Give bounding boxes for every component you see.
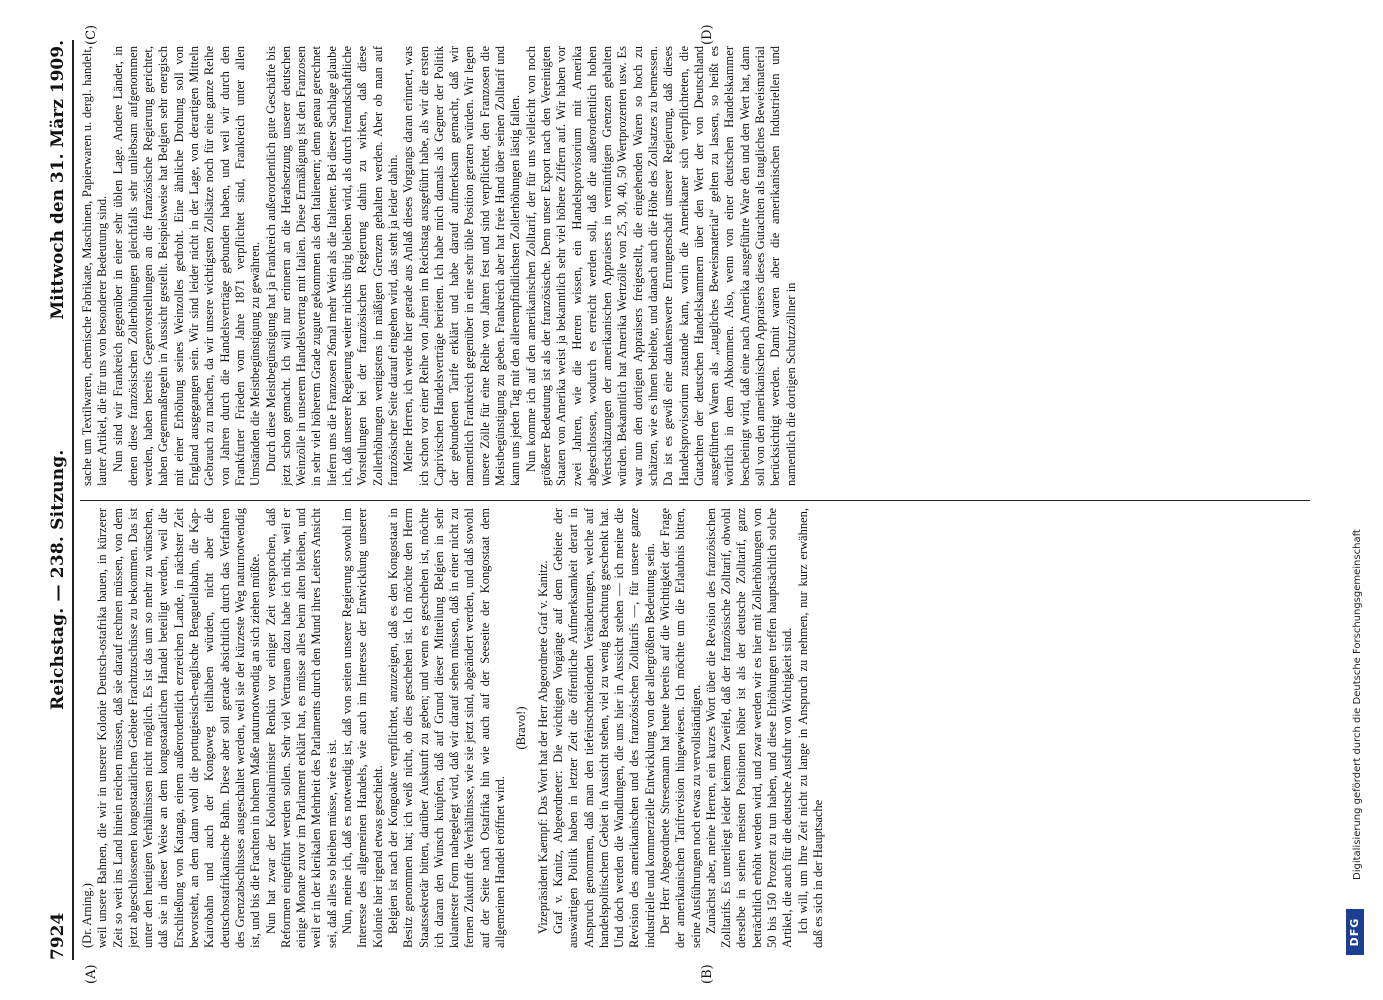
column-divider: [80, 500, 1310, 501]
margin-marker-b: (B): [700, 964, 715, 984]
speaker-reference: (Dr. Arning.): [80, 883, 94, 948]
paragraph: Nun, meine ich, daß es notwendig ist, daß von seiten unserer Regierung sowohl im Interesse des allgemeinen Handels, wie auch im Interesse der Entwicklung unserer Kolonie hier irgend etwas geschieht.: [340, 508, 385, 948]
left-column: [80, 508, 1310, 948]
paragraph: sache um Textilwaren, chemische Fabrikate, Maschinen, Papierwaren u. dergl. handelt, lauter Artikel, die für uns von besonderer Bedeutung sind.: [80, 46, 110, 486]
margin-marker-c: (C): [84, 24, 99, 45]
margin-marker-a: (A): [84, 964, 99, 984]
page-header: [48, 40, 70, 960]
paragraph: Durch diese Meistbegünstigung hat ja Frankreich außerordentlich gute Geschäfte bis jetzt schon gemacht. Ich will nur erinnern an die Herabsetzung unserer deutschen Weinzölle in unserem Handelsvertrag mit Italien. Diese Ermäßigung ist den Franzosen in sehr viel höherem Grade zugute gekommen als den Italienern; denn genau gerechnet liefern uns die Franzosen 26mal mehr Wein als die Italiener. Bei dieser Sachlage glaube ich, daß unserer Regierung weiter nichts übrig bleiben wird, als durch freundschaftliche Vorstellungen bei der französischen Regierung dahin zu wirken, daß diese Zollerhöhungen wenigstens in mäßigen Grenzen gehalten werden. Aber ob man auf französischer Seite darauf eingehen wird, das steht ja leider dahin.: [263, 46, 400, 486]
paragraph: Meine Herren, ich werde hier gerade aus Anlaß dieses Vorgangs daran erinnert, was ich schon vor einer Reihe von Jahren im Reichstag ausgeführt habe, als wir die ersten Caprivischen Handelsverträge berieten. Ich habe mich damals als Gegner der Politik der gebundenen Tarife erklärt und habe darauf aufmerksam gemacht, daß wir namentlich Frankreich gegenüber in eine sehr üble Position geraten würden. Wir legen unsere Zölle für eine Reihe von Jahren fest und sind verpflichtet, den Franzosen die Meistbegünstigung zu geben. Frankreich aber hat freie Hand über seinen Zolltarif und kann uns jeden Tag mit den allerempfindlichsten Zollerhöhungen lästig fallen.: [401, 46, 523, 486]
margin-marker-d: (D): [700, 24, 715, 45]
paragraph: Nun hat zwar der Kolonialminister Renkin vor einiger Zeit versprochen, daß Reformen eingeführt werden sollen. Sehr viel Vertrauen dazu habe ich nicht, weil er einige Monate zuvor im Parlament erklärt hat, es müsse alles beim alten bleiben, und weil er in der klerikalen Mehrheit des Parlaments durch den Mund ihres Leiters Ansicht sei, daß alles so bleiben müsse, wie es ist.: [263, 508, 339, 948]
digitization-credit: Digitalisierung gefördert durch die Deutsche Forschungsgemeinschaft: [1352, 529, 1363, 880]
session-title: Reichstag. — 238. Sitzung.: [48, 449, 68, 710]
dfg-logo: DFG: [1346, 909, 1364, 955]
paragraph: Nun komme ich auf den amerikanischen Zolltarif, der für uns vielleicht von noch größerer Bedeutung ist als der französische. Denn unser Export nach den Vereinigten Staaten von Amerika weist ja bekanntlich sehr viel höhere Ziffern auf. Wir haben vor zwei Jahren, wie die Herren wissen, ein Handelsprovisorium mit Amerika abgeschlossen, wodurch es erreicht werden soll, daß die außerordentlich hohen Wertschätzungen der amerikanischen Appraisers in vernünftigen Grenzen gehalten würden. Bekanntlich hat Amerika Wertzölle von 25, 30, 40, 50 Wertprozenten usw. Es war nun den dortigen Appraisers freigestellt, die eingehenden Waren so hoch zu schätzen, wie es ihnen beliebte, und danach auch die Höhe des Zollsatzes zu bemessen. Da ist es gewiß eine dankenswerte Errungenschaft unserer Regierung, daß dieses Handelsprovisorium zustande kam, worin die Amerikaner sich verpflichteten, die Gutachten der deutschen Handelskammern über den Wert der von Deutschland ausgeführten Waren als „taugliches Beweismaterial“ gelten zu lassen, so heißt es wörtlich in dem Abkommen. Also, wenn von einer deutschen Handelskammer bescheinigt wird, daß eine nach Amerika ausgeführte Ware den und den Wert hat, dann soll von den amerikanischen Appraisers dieses Gutachten als taugliches Beweismaterial berücksichtigt werden. Damit waren aber die amerikanischen Industriellen und namentlich die dortigen Schutzzöllner in: [523, 46, 798, 486]
speaker-paragraph: Graf v. Kanitz, Abgeordneter: Die wichtigen Vorgänge auf dem Gebiete der auswärtigen Politik haben in letzter Zeit die öffentliche Aufmerksamkeit derart in Anspruch genommen, daß man den tiefeinschneidenden Veränderungen, welche auf handelspolitischem Gebiet in Aussicht stehen, viel zu wenig Beachtung geschenkt hat. Und doch werden die Wandlungen, die uns hier in Aussicht stehen — ich meine die Revision des amerikanischen und des französischen Zolltarifs —, für unsere ganze industrielle und kommerzielle Entwicklung von der allergrößten Bedeutung sein.: [550, 508, 657, 948]
speaker-paragraph: Vizepräsident Kaempf: Das Wort hat der Herr Abgeordnete Graf v. Kanitz.: [535, 560, 550, 934]
paragraph: Belgien ist nach der Kongoakte verpflichtet, anzuzeigen, daß es den Kongostaat in Besitz genommen hat; ich weiß nicht, ob dies geschehen ist. Ich möchte den Herrn Staatssekretär bitten, darüber Auskunft zu geben; und wenn es geschehen ist, möchte ich daran den Wunsch knüpfen, daß auf Grund dieser Mitteilung Belgien in sehr kulantester Form nahegelegt wird, daß wir darauf sehen müssen, daß in einer nicht zu fernen Zukunft die Verhältnisse, wie sie jetzt sind, abgeändert werden, und daß sowohl auf der Seite nach Ostafrika hin wie auch auf der Seeseite der Kongostaat dem allgemeinen Handel eröffnet wird.: [385, 508, 508, 948]
page-number: 7924: [48, 912, 68, 960]
header-rule: [72, 40, 74, 960]
session-date: Mittwoch den 31. März 1909.: [48, 40, 68, 320]
right-column: [80, 46, 1310, 486]
paragraph: weil unsere Bahnen, die wir in unserer Kolonie Deutsch-ostafrika bauen, in kürzerer Zeit so weit ins Land hinein reichen müssen, daß sie darauf rechnen müssen, von dem jetzt abgeschlossenen kongostaatlichen Gebiete Frachtzuschüsse zu bekommen. Das ist unter den heutigen Verhältnissen nicht möglich. Es ist das um so mehr zu wünschen, daß sie in dieser Weise an dem kongostaatlichen Handel beteiligt werden, weil die Erschließung von Katanga, einem außerordentlich erzreichen Lande, in nächster Zeit bevorsteht, an dem dann wohl die portugiesisch-englische Benguellabahn, die Kap-Kairobahn und auch der Kongoweg teilhaben würden, nicht aber die deutschostafrikanische Bahn. Diese aber soll gerade absichtlich durch das Verfahren des Grenzabschlusses ausgeschaltet werden, weil sie der kürzeste Weg naturnotwendig ist, und bis die Frachten in hohem Maße naturnotwendig an sich ziehen müßte.: [95, 508, 263, 948]
paragraph: Nun sind wir Frankreich gegenüber in einer sehr üblen Lage. Andere Länder, in denen diese französischen Zollerhöhungen gleichfalls sehr unliebsam aufgenommen werden, haben bereits Gegenvorstellungen an die französische Regierung gerichtet, haben Gegenmaßregeln in Aussicht gestellt. Beispielsweise hat Belgien sehr energisch mit einer Erhöhung seines Weinzolles gedroht. Eine ähnliche Drohung soll von England ausgegangen sein. Wir sind leider nicht in der Lage, von derartigen Mitteln Gebrauch zu machen, da wir unsere wichtigsten Zollsätze noch für eine ganze Reihe von Jahren durch die Handelsverträge gebunden haben, und weil wir durch den Frankfurter Frieden vom Jahre 1871 verpflichtet sind, Frankreich unter allen Umständen die Meistbegünstigung zu gewähren.: [110, 46, 263, 486]
paragraph: Ich will, um Ihre Zeit nicht zu lange in Anspruch zu nehmen, nur kurz erwähnen, daß es sich in der Hauptsache: [795, 508, 825, 948]
paragraph: Zunächst aber, meine Herren, ein kurzes Wort über die Revision des französischen Zolltarifs. Es unterliegt leider keinem Zweifel, daß der französische Zolltarif, obwohl derselbe in seinen meisten Positionen höher ist als der deutsche Zolltarif, ganz beträchtlich erhöht werden wird, und zwar werden wir es hier mit Zollerhöhungen von 50 bis 150 Prozent zu tun haben, und diese Erhöhungen treffen hauptsächlich solche Artikel, die auch für die deutsche Ausfuhr von Wichtigkeit sind.: [703, 508, 795, 948]
interjection: (Bravo!): [514, 706, 529, 750]
paragraph: Der Herr Abgeordnete Stresemann hat heute bereits auf die Wichtigkeit der Frage der amerikanischen Tarifrevision hingewiesen. Ich möchte um die Erlaubnis bitten, seine Ausführungen noch etwas zu vervollständigen.: [657, 508, 703, 948]
